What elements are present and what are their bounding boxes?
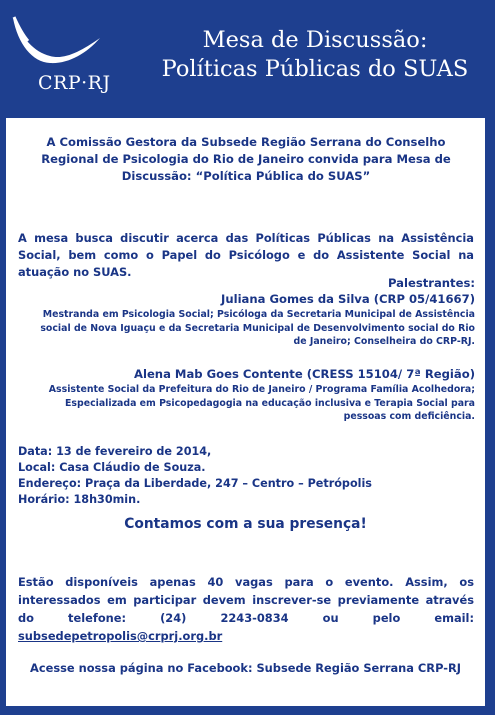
content-panel [6,118,485,706]
page-title [150,26,480,84]
email-link[interactable]: subsedepetropolis@crprj.org.br [18,629,223,643]
speaker-1-description: Mestranda em Psicologia Social; Psicóloga da Secretaria Municipal de Assistência social de Nova Iguaçu e da Secretaria Municipal de Desenvolvimento social do Rio de Janeiro; Conselheira do CRP-RJ. [40,309,475,347]
facebook-notice: Acesse nossa página no Facebook: Subsede Região Serrana CRP-RJ [30,661,461,675]
event-address: Endereço: Praça da Liberdade, 247 – Centro – Petrópolis [18,477,372,490]
speaker-2-name: Alena Mab Goes Contente (CRESS 15104/ 7ª Região) [134,367,475,381]
event-location: Local: Casa Cláudio de Souza. [18,461,206,474]
presence-message: Contamos com a sua presença! [124,516,367,532]
crp-rj-logo [8,8,118,103]
event-date: Data: 13 de fevereiro de 2014, [18,445,212,458]
invitation-purpose: A mesa busca discutir acerca das Políticas Públicas na Assistência Social, bem como o Papel do Psicólogo e do Assistente Social na atuação no SUAS. [18,231,474,279]
registration-info [18,573,474,645]
event-time: Horário: 18h30min. [18,493,141,506]
logo-text: CRP·RJ [38,72,111,94]
speaker-2-description: Assistente Social da Prefeitura do Rio de Janeiro / Programa Família Acolhedora; Especializada em Psicopedagogia na educação inclusiva e Terapia Social para pessoas com deficiência. [48,384,475,422]
header-banner [0,0,495,112]
invitation-intro: A Comissão Gestora da Subsede Região Serrana do Conselho Regional de Psicologia do Rio de Janeiro convida para Mesa de Discussão: “Política Pública do SUAS” [41,135,451,183]
title-line-1: Mesa de Discussão: [202,27,428,53]
speakers-heading: Palestrantes: [387,276,475,290]
title-line-2: Políticas Públicas do SUAS [161,56,469,82]
event-details [18,444,418,508]
speaker-1-name: Juliana Gomes da Silva (CRP 05/41667) [221,292,475,306]
registration-text: Estão disponíveis apenas 40 vagas para o evento. Assim, os interessados em participar devem inscrever-se previamente através do telefone: (24) 2243-0834 ou pelo email: [18,575,474,625]
